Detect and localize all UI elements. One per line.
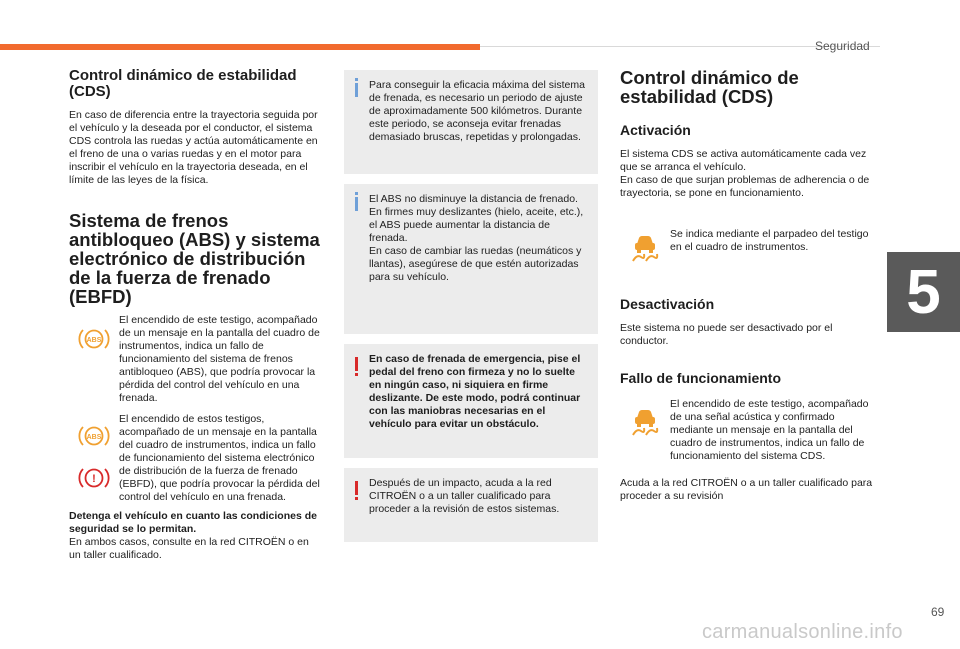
info-icon — [355, 197, 358, 211]
info-icon — [355, 83, 358, 97]
abs-warning-icon — [78, 326, 110, 352]
column-middle — [344, 70, 598, 542]
stability-control-icon — [628, 232, 662, 262]
header-accent-bar — [0, 44, 480, 50]
abs-icon-label: ABS — [86, 434, 102, 441]
activation-indicator-row — [620, 226, 880, 262]
note-text: Para conseguir la eficacia máxima del sistema de frenada, es necesario un periodo de ajuste de aproximadamente 500 kilómetros. Durante este periodo, se aconseja evitar frenadas demasiado bruscas, repetidas y prolongadas. — [369, 79, 585, 143]
chapter-tab: 5 — [887, 252, 960, 332]
info-note-abs-distance — [344, 184, 598, 334]
warning-icon — [355, 481, 358, 495]
failure-text: Acuda a la red CITROËN o a un taller cualificado para proceder a su revisión — [620, 477, 873, 502]
activation-title: Activación — [620, 122, 691, 138]
abs-warning-row — [69, 314, 321, 405]
warning-note-emergency-braking — [344, 344, 598, 458]
deactivation-title: Desactivación — [620, 296, 715, 312]
note-text: En caso de frenada de emergencia, pise el pedal del freno con firmeza y no lo suelte en ningún caso, ni siquiera en firme deslizante. De este modo, podrá continuar con las maniobras necesarias en el vehículo para evitar un obstáculo. — [369, 353, 581, 430]
ebfd-warning-text: El encendido de estos testigos, acompañado de un mensaje en la pantalla del cuadro de instrumentos, indica un fallo de funcionamiento del sistema electrónico de distribución de la fuerza de frenado (EBFD), que podría provocar la pérdida del control del vehículo en una frenada. — [119, 413, 320, 503]
abs-icon-label: ABS — [86, 337, 102, 344]
activation-text: El sistema CDS se activa automáticamente cada vez que se arranca el vehículo. En caso de que surjan problemas de adherencia o de trayectoria, se pone en funcionamiento. — [620, 148, 870, 199]
cds-title: Control dinámico de estabilidad (CDS) — [69, 67, 297, 100]
cds-paragraph: En caso de diferencia entre la trayectoria seguida por el vehículo y la deseada por el conductor, el sistema CDS controla las ruedas y actúa automáticamente en el freno de una o varias ruedas y en el motor para inscribir el vehículo en la trayectoria deseada, en el límite de las leyes de la física. — [69, 109, 318, 186]
warning-note-after-impact — [344, 468, 598, 542]
failure-indicator-text: El encendido de este testigo, acompañado de una señal acústica y confirmado mediante un mensaje en la pantalla del cuadro de instrumentos, indica un fallo de funcionamiento del sistema CDS. — [670, 398, 869, 462]
watermark: carmanualsonline.info — [702, 621, 903, 643]
ebfd-warning-row — [69, 413, 321, 504]
consult-dealer-text: En ambos casos, consulte en la red CITROËN o en un taller cualificado. — [69, 536, 309, 561]
deactivation-text: Este sistema no puede ser desactivado por el conductor. — [620, 322, 833, 347]
abs-warning-icon — [78, 423, 110, 449]
abs-title: Sistema de frenos antibloqueo (ABS) y sistema electrónico de distribución de la fuerza de frenado (EBFD) — [69, 210, 320, 307]
failure-title: Fallo de funcionamiento — [620, 370, 782, 386]
activation-indicator-text: Se indica mediante el parpadeo del testigo en el cuadro de instrumentos. — [670, 228, 869, 253]
failure-indicator-row — [620, 398, 880, 463]
section-name: Seguridad — [815, 39, 870, 53]
stop-vehicle-instruction: Detenga el vehículo en cuanto las condiciones de seguridad se lo permitan. — [69, 510, 317, 535]
note-text: Después de un impacto, acuda a la red CITROËN o a un taller cualificado para proceder a la revisión de estos sistemas. — [369, 477, 560, 515]
cds-section-title: Control dinámico de estabilidad (CDS) — [620, 67, 799, 107]
column-right — [620, 68, 880, 503]
warning-icon — [355, 357, 358, 371]
column-left — [69, 68, 321, 562]
stability-control-icon — [628, 406, 662, 436]
ebfd-icon-label: ! — [92, 473, 96, 485]
info-note-braking-adjustment — [344, 70, 598, 174]
note-text: El ABS no disminuye la distancia de frenado. En firmes muy deslizantes (hielo, aceite, etc.), el ABS puede aumentar la distancia de frenada. En caso de cambiar las ruedas (neumáticos y llantas), asegúrese de que estén autorizadas para su vehículo. — [369, 193, 584, 283]
page-number: 69 — [931, 605, 945, 619]
brake-warning-icon — [78, 465, 110, 491]
abs-warning-text: El encendido de este testigo, acompañado de un mensaje en la pantalla del cuadro de instrumentos, indica un fallo de funcionamiento del sistema de frenos antibloqueo (ABS), que podría provocar la pérdida del control del vehículo en una frenada. — [119, 314, 320, 404]
